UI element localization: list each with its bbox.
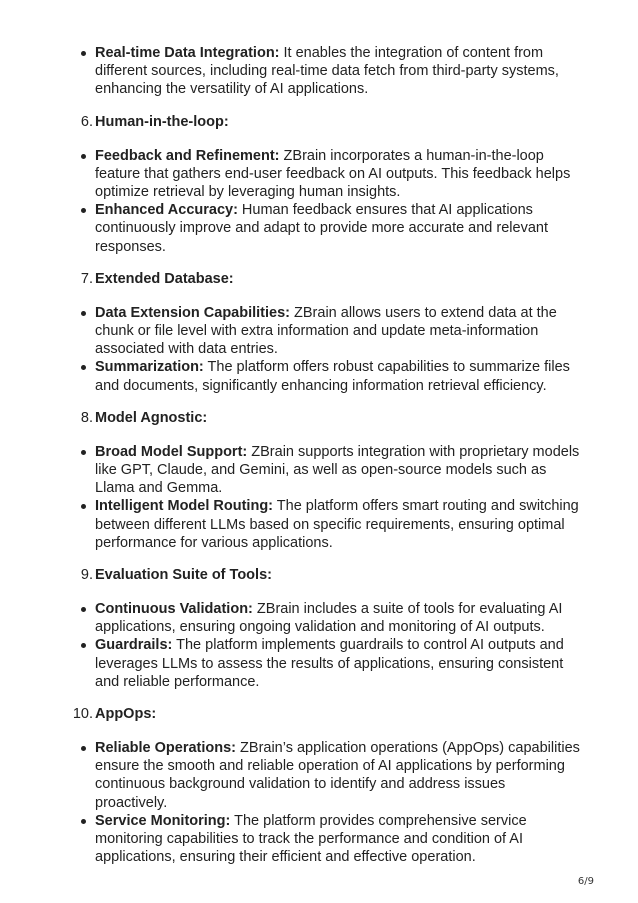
item-text: ZBrain supports integration with proprietary models like GPT, Claude, and Gemini, as well as open-source models such as Llama and Gemma. [95,443,580,497]
bullet-list [0,304,638,395]
section-number: 10. [72,706,93,723]
list-item [0,304,638,359]
bullet-icon [81,154,86,159]
list-section [0,566,638,691]
list-section [0,705,638,866]
section-number: 6. [80,113,93,130]
bullet-icon [81,643,86,648]
section-title: Evaluation Suite of Tools: [95,567,272,584]
item-label: Service Monitoring: [95,812,231,829]
item-label: Broad Model Support: [95,443,248,460]
list-item [0,497,638,552]
list-item [0,739,638,812]
item-label: Intelligent Model Routing: [95,498,274,515]
bullet-list [0,147,638,256]
item-text: Human feedback ensures that AI applications continuously improve and adapt to provide more accurate and relevant responses. [95,202,548,255]
bullet-icon [81,51,86,56]
item-label: Guardrails: [95,637,173,654]
bullet-icon [81,819,86,824]
section-title: Model Agnostic: [95,409,208,426]
document-body [0,44,638,881]
list-item [0,812,638,867]
section-title: Extended Database: [95,270,234,287]
item-label: Data Extension Capabilities: [95,304,290,321]
section-heading [0,409,638,427]
item-text: The platform offers smart routing and switching between different LLMs based on specific requirements, ensuring optimal performance for various applications. [95,498,579,551]
list-item [0,44,638,99]
bullet-icon [81,365,86,370]
bullet-icon [81,746,86,751]
list-section [0,113,638,256]
list-item [0,636,638,691]
item-label: Real-time Data Integration: [95,45,280,61]
list-item [0,201,638,256]
list-item [0,358,638,394]
item-text: ZBrain incorporates a human-in-the-loop feature that gathers end-user feedback on AI outputs. This feedback helps optimize retrieval by leveraging human insights. [95,147,571,201]
list-section [0,409,638,552]
item-text: ZBrain includes a suite of tools for evaluating AI applications, ensuring ongoing validation and monitoring of AI outputs. [95,601,563,636]
section-heading [0,270,638,288]
bullet-list [0,44,638,99]
list-section [0,44,638,99]
bullet-icon [81,311,86,316]
section-number: 7. [80,270,93,287]
item-label: Reliable Operations: [95,740,237,757]
item-text: ZBrain allows users to extend data at the chunk or file level with extra information and update meta-information associated with data entries. [95,304,557,358]
list-item [0,600,638,636]
bullet-list [0,443,638,552]
section-heading [0,113,638,131]
list-item [0,443,638,498]
page-number: 6/9 [577,876,594,887]
bullet-icon [81,607,86,612]
list-item [0,147,638,202]
bullet-icon [81,504,86,509]
item-text: ZBrain’s application operations (AppOps) capabilities ensure the smooth and reliable operation of AI applications by performing continuous background validation to identify and address issues proactively. [95,740,580,811]
section-number: 8. [80,409,93,426]
item-label: Summarization: [95,359,204,376]
section-heading [0,705,638,723]
bullet-list [0,739,638,866]
item-label: Continuous Validation: [95,601,253,618]
section-number: 9. [80,567,93,584]
section-title: AppOps: [95,706,157,723]
item-label: Enhanced Accuracy: [95,202,238,219]
section-heading [0,566,638,584]
bullet-list [0,600,638,691]
bullet-icon [81,450,86,455]
item-text: The platform provides comprehensive service monitoring capabilities to track the performance and condition of AI applications, ensuring their efficient and effective operation. [95,812,527,866]
item-text: The platform offers robust capabilities to summarize files and documents, significantly enhancing information retrieval efficiency. [95,359,570,394]
bullet-icon [81,208,86,213]
item-text: The platform implements guardrails to control AI outputs and leverages LLMs to assess the results of applications, ensuring consistent and reliable performance. [95,637,564,690]
section-title: Human-in-the-loop: [95,113,229,130]
list-section [0,270,638,395]
item-label: Feedback and Refinement: [95,147,280,164]
item-text: It enables the integration of content from different sources, including real-time data fetch from third-party systems, enhancing the versatility of AI applications. [95,45,559,98]
